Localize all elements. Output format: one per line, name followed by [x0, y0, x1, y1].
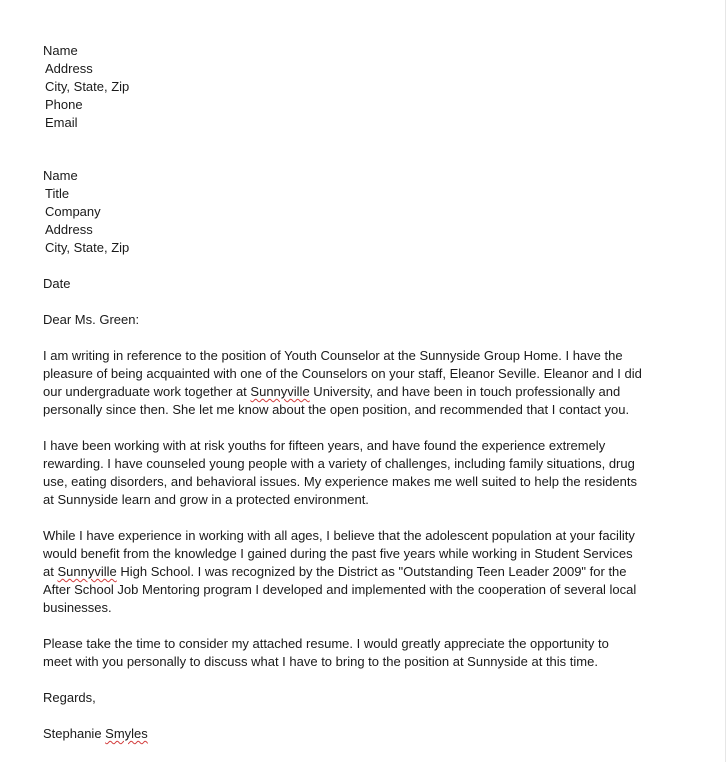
- spacer: [43, 257, 683, 275]
- letter-date: Date: [43, 276, 71, 291]
- recipient-city-state-zip: City, State, Zip: [45, 240, 130, 255]
- recipient-title: Title: [45, 186, 70, 201]
- text-segment: University, and have been in touch professionally and: [309, 384, 621, 399]
- recipient-address: Address: [45, 222, 93, 237]
- cover-letter: [43, 42, 683, 743]
- body-paragraph-4: [43, 635, 683, 671]
- text-segment: our undergraduate work together at: [43, 384, 251, 399]
- paragraph-line: businesses.: [43, 600, 112, 615]
- spacer: [43, 617, 683, 635]
- spacer: [43, 509, 683, 527]
- signature: [43, 725, 683, 743]
- spellcheck-word: Sunnyville: [250, 384, 310, 399]
- paragraph-line: [43, 563, 683, 581]
- spacer: [43, 419, 683, 437]
- paragraph-line: I have been working with at risk youths for fifteen years, and have found the experience extremely: [43, 438, 606, 453]
- signature-first-name: Stephanie: [43, 726, 106, 741]
- paragraph-line: use, eating disorders, and behavioral issues. My experience makes me well suited to help the residents: [43, 474, 637, 489]
- paragraph-line: [43, 383, 683, 401]
- paragraph-line: While I have experience in working with all ages, I believe that the adolescent population at your facility: [43, 528, 635, 543]
- salutation: Dear Ms. Green:: [43, 312, 140, 327]
- sender-phone: Phone: [45, 97, 83, 112]
- sender-block: [43, 42, 683, 132]
- paragraph-line: pleasure of being acquainted with one of the Counselors on your staff, Eleanor Seville. Eleanor and I did: [43, 366, 642, 381]
- paragraph-line: Please take the time to consider my attached resume. I would greatly appreciate the opportunity to: [43, 636, 609, 651]
- sender-name: Name: [43, 43, 78, 58]
- paragraph-line: I am writing in reference to the position of Youth Counselor at the Sunnyside Group Home. I have the: [43, 348, 623, 363]
- paragraph-line: personally since then. She let me know about the open position, and recommended that I contact you.: [43, 402, 630, 417]
- paragraph-line: would benefit from the knowledge I gained during the past five years while working in Student Services: [43, 546, 633, 561]
- spacer: [43, 293, 683, 311]
- spellcheck-word: Sunnyville: [57, 564, 117, 579]
- spacer: [43, 329, 683, 347]
- spacer: [43, 132, 683, 167]
- recipient-name: Name: [43, 168, 78, 183]
- paragraph-line: After School Job Mentoring program I developed and implemented with the cooperation of several local: [43, 582, 637, 597]
- recipient-block: [43, 167, 683, 257]
- spacer: [43, 707, 683, 725]
- sender-city-state-zip: City, State, Zip: [45, 79, 130, 94]
- signature-last-name: Smyles: [105, 726, 148, 741]
- recipient-company: Company: [45, 204, 101, 219]
- body-paragraph-2: [43, 437, 683, 509]
- text-segment: at: [43, 564, 58, 579]
- paragraph-line: at Sunnyside learn and grow in a protected environment.: [43, 492, 369, 507]
- text-segment: High School. I was recognized by the District as "Outstanding Teen Leader 2009" for the: [116, 564, 627, 579]
- sender-address: Address: [45, 61, 93, 76]
- paragraph-line: rewarding. I have counseled young people with a variety of challenges, including family situations, drug: [43, 456, 635, 471]
- spacer: [43, 671, 683, 689]
- body-paragraph-1: [43, 347, 683, 419]
- closing: Regards,: [43, 690, 96, 705]
- sender-email: Email: [45, 115, 78, 130]
- paragraph-line: meet with you personally to discuss what I have to bring to the position at Sunnyside at this time.: [43, 654, 598, 669]
- body-paragraph-3: [43, 527, 683, 617]
